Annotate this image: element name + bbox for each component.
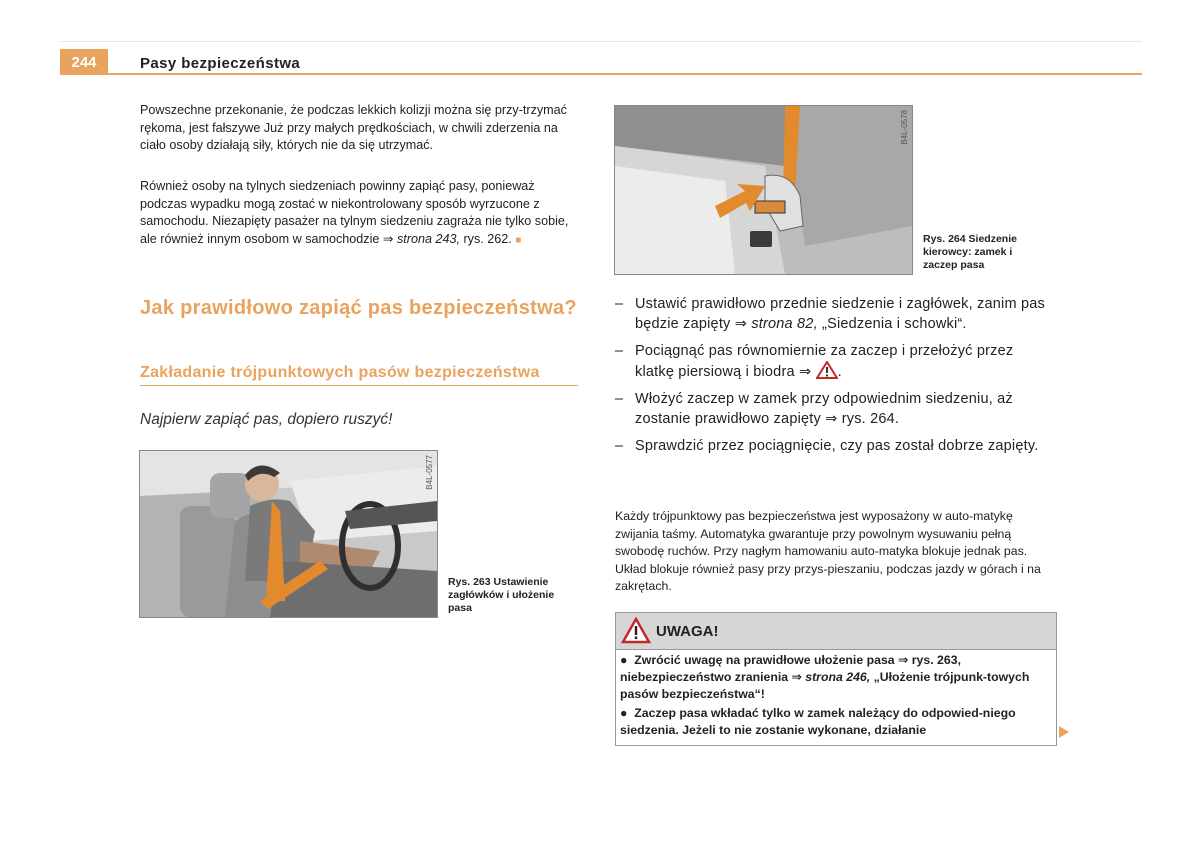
- figure-263-caption: Rys. 263 Ustawienie zagłówków i ułożenie pasa: [448, 576, 555, 614]
- page-reference-link[interactable]: strona 246,: [805, 670, 871, 684]
- page-reference-link[interactable]: strona 82,: [751, 316, 818, 332]
- step-text: Sprawdzić przez pociągnięcie, czy pas został dobrze zapięty.: [635, 438, 1039, 454]
- figure-263-image: [139, 450, 438, 618]
- step-text: Włożyć zaczep w zamek przy odpowiednim siedzeniu, aż zostanie prawidłowo zapięty ⇒ rys. 264.: [635, 391, 1013, 427]
- warning-title: UWAGA!: [656, 623, 719, 640]
- end-mark: ■: [515, 234, 522, 246]
- warning-item-text: Zaczep pasa wkładać tylko w zamek należący do odpowied-niego siedzenia. Jeżeli to nie zostanie wykonane, działanie: [620, 706, 1016, 737]
- subsection-heading: Zakładanie trójpunktowych pasów bezpieczeństwa: [140, 363, 578, 386]
- buckle-latch-illustration: [615, 106, 912, 274]
- dash-mark: –: [615, 343, 624, 359]
- dash-mark: –: [615, 391, 624, 407]
- figure-263-code: B4L-0577: [425, 455, 434, 490]
- list-item: [615, 341, 1055, 382]
- page-number: 244: [60, 49, 108, 75]
- warning-item: [616, 705, 1056, 739]
- lead-text: Najpierw zapiąć pas, dopiero ruszyć!: [140, 411, 393, 428]
- page-reference-link[interactable]: strona 243,: [396, 231, 460, 246]
- warning-item-text-tail: „Ułożenie trójpunk-towych pasów bezpieczeństwa“!: [620, 670, 1030, 701]
- step-text-tail: „Siedzenia i schowki“.: [817, 316, 967, 332]
- continue-arrow-icon[interactable]: [1058, 725, 1070, 739]
- list-item: [615, 294, 1055, 334]
- top-rule: [60, 41, 1142, 42]
- driver-seatbelt-illustration: [140, 451, 437, 617]
- figure-264-image: [614, 105, 913, 275]
- paragraph-collisions: Powszechne przekonanie, że podczas lekkich kolizji można się przy-trzymać rękoma, jest fałszywe Już przy małych prędkościach, w chwili zderzenia na ciało osoby działają siły, których nie da się utrzymać.: [140, 103, 567, 153]
- paragraph-rear-seats: [140, 178, 580, 249]
- figure-reference: rys. 262.: [459, 231, 516, 246]
- paragraph-retractor: Każdy trójpunktowy pas bezpieczeństwa jest wyposażony w auto-matykę zwijania taśmy. Automatyka gwarantuje przy powolnym wysuwaniu pełną swobodę ruchów. Przy nagłym hamowaniu auto-matyka blokuje jednak pas. Układ blokuje również pasy przy przys-pieszaniu, podczas jazdy w górach i na zakrętach.: [615, 509, 1041, 594]
- figure-264-caption: Rys. 264 Siedzenie kierowcy: zamek i zaczep pasa: [923, 233, 1017, 271]
- steps-list: [615, 294, 1055, 463]
- figure-264-code: B4L-0578: [900, 110, 909, 145]
- step-text: Ustawić prawidłowo przednie siedzenie i zagłówek, zanim pas będzie zapięty ⇒: [635, 296, 1045, 332]
- warning-body: [616, 650, 1056, 739]
- step-text-tail: .: [837, 364, 842, 380]
- list-item: [615, 436, 1055, 456]
- header-rule: [108, 73, 1142, 75]
- bullet: ●: [620, 653, 628, 667]
- list-item: [615, 389, 1055, 429]
- warning-triangle-icon: [621, 617, 651, 644]
- dash-mark: –: [615, 438, 624, 454]
- warning-triangle-icon[interactable]: [816, 361, 838, 379]
- step-text: Pociągnąć pas równomiernie za zaczep i przełożyć przez klatkę piersiową i biodra ⇒: [635, 343, 1014, 380]
- warning-header: [616, 613, 1056, 650]
- bullet: ●: [620, 706, 628, 720]
- dash-mark: –: [615, 296, 624, 312]
- warning-item-text: Zwrócić uwagę na prawidłowe ułożenie pasa ⇒ rys. 263, niebezpieczeństwo zranienia ⇒: [620, 653, 961, 684]
- paragraph-rear-seats-text: Również osoby na tylnych siedzeniach powinny zapiąć pasy, ponieważ podczas wypadku mogą zostać w niekontrolowany sposób wyrzucone z samochodu. Niezapięty pasażer na tylnym siedzeniu zagraża nie tylko sobie, ale również innym osobom w samochodzie ⇒: [140, 179, 569, 246]
- section-title: Pasy bezpieczeństwa: [140, 55, 301, 72]
- warning-box: [615, 612, 1057, 746]
- warning-item: [616, 652, 1056, 703]
- chapter-heading: Jak prawidłowo zapiąć pas bezpieczeństwa?: [140, 297, 577, 319]
